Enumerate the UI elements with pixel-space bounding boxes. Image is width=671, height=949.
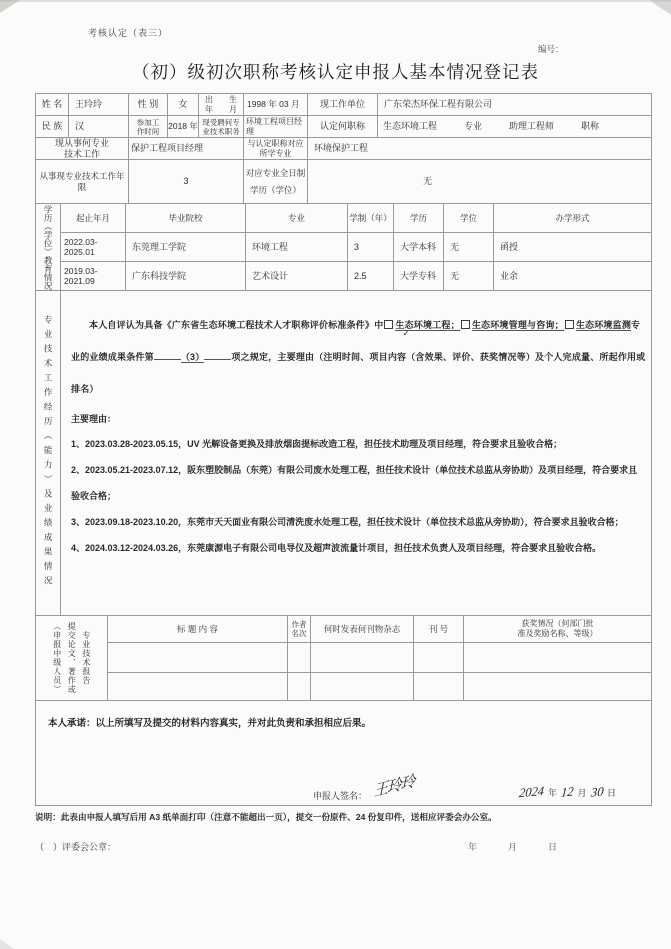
handwritten-signature: 王玲玲 bbox=[373, 773, 415, 801]
blank-underline bbox=[154, 349, 181, 360]
experience-item: 2、2023.05.21-2023.07.12，阪东塑胶制品（东莞）有限公司废水处理工程，担任技术设计（单位技术总监从旁协助）及项目经理，符合要求且验收合格； bbox=[71, 465, 638, 501]
scan-edge-artifact bbox=[0, 0, 671, 2]
edu-row-cell: 环境工程 bbox=[245, 232, 348, 262]
form-title: （初）级初次职称考核认定申报人基本情况登记表 bbox=[132, 62, 539, 82]
edu-row-cell: 业余 bbox=[493, 261, 652, 291]
fulltime-edu-label: 对应专业全日制 学历（学位） bbox=[243, 159, 308, 204]
position-label: 现受聘何专 业技术职务 bbox=[198, 115, 244, 138]
form-table bbox=[35, 93, 652, 806]
pub-empty-cell bbox=[413, 672, 464, 701]
pub-empty-cell bbox=[310, 672, 414, 701]
experience-item: 1、2023.03.28-2023.05.15，UV 光解设备更换及排放烟囱提标改造工程，担任技术助理及项目经理，符合要求且验收合格； bbox=[71, 439, 563, 449]
employer-label: 现工作单位 bbox=[307, 93, 378, 116]
edu-header-school: 毕业院校 bbox=[125, 203, 246, 233]
years-label: 从事现专业技术工作年限 bbox=[35, 159, 129, 204]
related-major-label: 与认定职称对应 所学专业 bbox=[243, 137, 308, 160]
edu-row-cell: 2019.03-2021.09 bbox=[60, 261, 126, 291]
rectitle-title-suffix: 职称 bbox=[581, 121, 600, 132]
edu-row-cell: 大学本科 bbox=[393, 232, 444, 262]
rectitle-value bbox=[377, 115, 652, 138]
edu-row-cell: 广东科技学院 bbox=[125, 261, 246, 291]
main-reason-label: 主要理由： bbox=[71, 414, 117, 424]
edu-header-major: 专业 bbox=[245, 203, 348, 233]
instructions-note: 说明：此表由申报人填写后用 A3 纸单面打印（注意不能超出一页），提交一份原件、24 份复印件，送相应评委会办公室。 bbox=[35, 812, 497, 822]
signature-label: 申报人签名： bbox=[313, 791, 368, 801]
edu-row-cell: 大学专科 bbox=[393, 261, 444, 291]
rectitle-label: 认定何职称 bbox=[307, 115, 378, 138]
rectitle-major-suffix: 专业 bbox=[464, 121, 483, 132]
edu-header-mode: 办学形式 bbox=[493, 203, 652, 233]
edu-header-diploma: 学位 bbox=[443, 203, 494, 233]
years-value: 3 bbox=[128, 159, 244, 204]
pub-empty-cell bbox=[463, 642, 652, 673]
birth-label: 出 生 年 月 bbox=[198, 93, 244, 116]
checkbox-unchecked-icon bbox=[461, 320, 470, 329]
blank-underline bbox=[204, 349, 231, 360]
experience-item: 4、2024.03.12-2024.03.26，东莞康源电子有限公司电导仪及超声波流量计项目，担任技术负责人及项目经理，符合要求且验收合格。 bbox=[71, 543, 602, 553]
gender-value: 女 bbox=[167, 93, 199, 116]
pub-header-title: 标 题 内 容 bbox=[107, 615, 288, 643]
employer-value: 广东荣杰环保工程有限公司 bbox=[377, 93, 652, 116]
edu-header-degree: 学历 bbox=[393, 203, 444, 233]
pub-empty-cell bbox=[107, 642, 288, 673]
clause-number: （3） bbox=[180, 352, 205, 362]
checkbox-checked-icon: ✓ bbox=[384, 320, 393, 329]
position-value: 环境工程项目经理 bbox=[243, 115, 308, 138]
edu-row-cell: 3 bbox=[347, 232, 394, 262]
name-label: 姓 名 bbox=[35, 93, 69, 116]
name-value: 王玲玲 bbox=[68, 93, 129, 116]
work-start-value: 2018 年 bbox=[167, 115, 199, 138]
signature-date: 2024 年 12 月 30 日 bbox=[518, 783, 617, 801]
edu-row-cell: 2.5 bbox=[347, 261, 394, 291]
experience-content bbox=[60, 290, 652, 616]
edu-row-cell: 无 bbox=[443, 261, 494, 291]
form-type-label: 考核认定（表三） bbox=[88, 28, 169, 38]
pub-empty-cell bbox=[413, 642, 464, 673]
experience-section-label: 专业技术工作经历（能力）及业绩成果情况 bbox=[35, 290, 61, 616]
serial-number-label: 编号： bbox=[538, 44, 564, 54]
pub-header-author: 作者 名次 bbox=[287, 615, 311, 643]
related-major-value: 环境保护工程 bbox=[307, 137, 652, 160]
edu-row-cell: 函授 bbox=[493, 232, 652, 262]
pub-header-published: 何时发表何刊物杂志 bbox=[310, 615, 414, 643]
edu-header-duration: 学制（年） bbox=[347, 203, 394, 233]
current-work-label: 现从事何专业 技术工作 bbox=[35, 137, 129, 160]
scan-corner-artifact bbox=[0, 939, 14, 949]
edu-row-cell: 无 bbox=[443, 232, 494, 262]
pub-header-award: 获奖情况（何部门批 准及奖励名称、等级） bbox=[463, 615, 652, 643]
pub-empty-cell bbox=[463, 672, 652, 701]
education-section-label: 学历（学位）教育情况 bbox=[35, 203, 61, 291]
gender-label: 性 别 bbox=[128, 93, 168, 116]
rectitle-title: 助理工程师 bbox=[509, 121, 555, 132]
pub-empty-cell bbox=[107, 672, 288, 701]
ethnic-value: 汉 bbox=[68, 115, 129, 138]
work-start-label: 参加工 作时间 bbox=[128, 115, 168, 138]
edu-row-cell: 2022.03-2025.01 bbox=[60, 232, 126, 262]
scan-corner-artifact bbox=[0, 0, 20, 13]
current-work-value: 保护工程项目经理 bbox=[128, 137, 244, 160]
experience-item: 3、2023.09.18-2023.10.20，东莞市天天面业有限公司清洗废水处理工程，担任技术设计（单位技术总监从旁协助），符合要求且验收合格； bbox=[71, 517, 624, 527]
pub-empty-cell bbox=[287, 672, 311, 701]
self-evaluation-paragraph: 本人自评认为具备《广东省生态环境工程技术人才职称评价标准条件》中 ✓ 生态环境工程； 生态环境管理与咨询； 生态环境监测专业的业绩成果条件第 （3） 项之规定，主要理由（注明时间、项目内容（含效果、评价、获奖情况等）及个人完成量、所起作用或排名） bbox=[71, 320, 646, 394]
edu-row-cell: 艺术设计 bbox=[245, 261, 348, 291]
edu-row-cell: 东莞理工学院 bbox=[125, 232, 246, 262]
checkbox-unchecked-icon bbox=[565, 320, 574, 329]
declaration-text: 本人承诺：以上所填写及提交的材料内容真实，并对此负责和承担相应后果。 bbox=[48, 718, 372, 729]
committee-date-placeholder: 年 月 日 bbox=[468, 842, 558, 852]
ethnic-label: 民 族 bbox=[35, 115, 69, 138]
fulltime-edu-value: 无 bbox=[307, 159, 652, 204]
publications-section-label: （申报中级人员） 提交论文、著作或 专业技术报告 bbox=[35, 615, 108, 701]
pub-empty-cell bbox=[310, 642, 414, 673]
pub-empty-cell bbox=[287, 642, 311, 673]
scan-corner-artifact bbox=[649, 0, 671, 15]
edu-header-dates: 起止年月 bbox=[60, 203, 126, 233]
birth-value: 1998 年 03 月 bbox=[243, 93, 308, 116]
committee-seal-label: （ ）评委会公章： bbox=[35, 842, 117, 852]
declaration-box bbox=[35, 700, 652, 806]
pub-header-issue: 刊 号 bbox=[413, 615, 464, 643]
rectitle-major: 生态环境工程 bbox=[383, 121, 438, 132]
